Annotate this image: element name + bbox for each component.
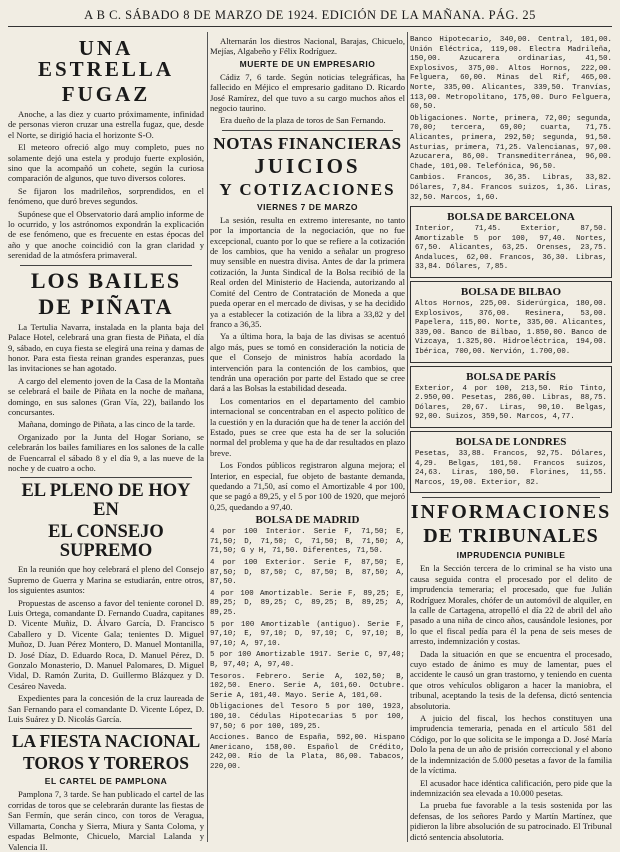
quote-block: 5 por 100 Amortizable (antiguo). Serie F, 97,10; E, 97,10; D, 97,10; C, 97,10; B, 97,10; A, 97,10. xyxy=(210,620,405,648)
page-header: A B C. SÁBADO 8 DE MARZO DE 1924. EDICIÓN DE LA MAÑANA. PÁG. 25 xyxy=(8,4,612,27)
headline: DE TRIBUNALES xyxy=(423,525,599,548)
article-pleno-consejo xyxy=(8,482,204,724)
paragraph: Expedientes para la concesión de la cruz laureada de San Fernando para el comandante D. Vicente López, D. Luis Suárez y D. Nicolás García. xyxy=(8,693,204,725)
article-bolsa-madrid xyxy=(210,514,405,772)
headline: UNA ESTRELLA xyxy=(37,36,175,81)
quote-block: Tesoros. Febrero. Serie A, 102,50; B, 102,50. Enero. Serie A, 101,60. Octubre. Serie A, 101,40. Mayo. Serie A, 101,60. xyxy=(210,672,405,700)
article-estrella-fugaz xyxy=(8,38,204,261)
quote-block: 4 por 100 Amortizable. Serie F, 89,25; E, 89,25; D, 89,25; C, 89,25; B, 89,25; A, 89,25. xyxy=(210,589,405,617)
paragraph: En la Sección tercera de lo criminal se ha visto una causa seguida contra el procesado por el delito de imprudencia temeraria; el procesado, que fue Julián Rodríguez Morales, chófer de un automóvil de alquiler, en la calle de Cartagena, atropelló el día 22 de abril del año pasado a una niña de cinco años, causándole lesiones, por lo que el fiscal pedía para él la pena de seis meses de arresto, indemnización y costas. xyxy=(410,563,612,647)
paragraph: Alternarán los diestros Nacional, Barajas, Chicuelo, Mejías, Algabeño y Félix Rodríguez. xyxy=(210,36,405,57)
separator xyxy=(20,728,192,729)
subheadline: BOLSA DE MADRID xyxy=(255,514,360,527)
headline: EL CONSEJO SUPREMO xyxy=(48,522,164,561)
quote-block: 4 por 100 Exterior. Serie F, 87,50; E, 87,50; D, 87,50; C, 87,50; B, 87,50; A, 87,50. xyxy=(210,559,405,587)
headline: NOTAS FINANCIERAS xyxy=(213,133,402,153)
paragraph: Mañana, domingo de Piñata, a las cinco de la tarde. xyxy=(18,419,196,430)
paragraph: Pamplona 7, 3 tarde. Se han publicado el cartel de las corridas de toros que se celebrarán durante las fiestas de San Fermín, que serán cinco, con toros de Veragua, Villamarta, Concha y Sierra, Miura y Santa Coloma, y espadas Belmonte, Chicuelo, Marcial Lalanda y Valencia II. xyxy=(8,789,204,852)
paragraph: Anoche, a las diez y cuarto próximamente, infinidad de personas vieron cruzar una estrella fugaz, que, desde el Norte, se dirigió hacia el horizonte S-O. xyxy=(8,109,204,140)
bolsa-londres-box xyxy=(410,431,612,493)
article-notas-financieras xyxy=(210,135,405,512)
newspaper-page xyxy=(8,4,612,852)
quote-block: Obligaciones del Tesoro 5 por 100, 1923, 100,10. Cédulas Hipotecarias 5 por 100, 97,50; 6 por 100, 109,25. xyxy=(210,703,405,731)
headline: JUICIOS xyxy=(254,153,361,178)
subheadline: EL CARTEL DE PAMPLONA xyxy=(44,776,168,787)
quote-block: 5 por 100 Amortizable 1917. Serie C, 97,40; B, 97,40; A, 97,40. xyxy=(210,651,405,669)
column-1 xyxy=(8,36,204,852)
quote-block: Pesetas, 33,88. Francos, 92,75. Dólares, 4,29. Belgas, 101,50. Francos suizos, 24,63. Liras, 100,50. Florines, 11,55. Marcos, 19,00. Exterior, 82. xyxy=(415,450,607,487)
column-3 xyxy=(410,36,612,842)
headline: DE PIÑATA xyxy=(38,293,174,319)
paragraph: En la reunión que hoy celebrará el pleno del Consejo Supremo de Guerra y Marina se estudiarán, entre otros, los siguientes asuntos: xyxy=(8,564,204,596)
quote-block: 4 por 100 Interior. Serie F, 71,50; E, 71,50; D, 71,50; C, 71,50; B, 71,50; A, 71,50; G y H, 71,50. Diferentes, 71,50. xyxy=(210,528,405,556)
paragraph: Los comentarios en el departamento del cambio internacional se concentraban en el aspecto político de la cuestión y en la duración que ha de tener la acción del Estado, pues se cree que esta ha de ser la solución normal del problema y que ha de dar resultados en plazo breve. xyxy=(210,395,405,458)
headline: INFORMACIONES xyxy=(410,501,612,524)
quote-block: Interior, 71,45. Exterior, 87,50. Amortizable 5 por 100, 97,40. Nortes, 67,50. Alicantes, 63,25. Orenses, 23,75. Andaluces, 62,00. Francos, 36,30. Libras, 33,84. Dólares, 7,85. xyxy=(415,225,607,272)
subheadline: BOLSA DE BARCELONA xyxy=(447,211,575,224)
column-rule xyxy=(407,32,408,842)
headline: TOROS Y TOREROS xyxy=(23,752,189,773)
headline: LA FIESTA NACIONAL xyxy=(11,731,201,752)
paragraph: El acusador hace idéntica calificación, pero pide que la indemnización sea elevada a 10.000 pesetas. xyxy=(410,777,612,798)
article-empresario xyxy=(210,59,405,126)
quote-block: Banco Hipotecario, 340,00. Central, 101,00. Unión Eléctrica, 119,00. Electra Madrileña, 150,00. Azucarera ordinarias, 41,50. Explosivos, 375,00. Altos Hornos, 222,00. Felguera, 60,00. Minas del Rif, 465,00. Norte, 335,00. Alicantes, 339,50. Tranvías, 113,00. Metropolitano, 175,00. Duro Felguera, 60,50. xyxy=(410,36,612,112)
paragraph: Cádiz 7, 6 tarde. Según noticias telegráficas, ha fallecido en Méjico el empresario gaditano D. Ricardo José Ramírez, del que tuvo a su cargo muchos años el negocio taurino. xyxy=(210,71,405,114)
headline: FUGAZ xyxy=(61,82,151,106)
article-fiesta-nacional xyxy=(8,733,204,851)
headline: LOS BAILES xyxy=(30,267,182,293)
subheadline: IMPRUDENCIA PUNIBLE xyxy=(456,550,566,561)
paragraph: La Tertulia Navarra, instalada en la planta baja del Palace Hotel, celebrará una gran fiesta de Piñata, el día 9, sábado, en cuya fiesta se elegirá una reina y damas de honor. Para esta fiesta reinan grandes esperanzas, pues las invitaciones se han agotado. xyxy=(8,321,204,374)
paragraph: Ya a última hora, la baja de las divisas se acentuó algo más, pues se tomó en consideración la noticia de que el Consejo de ministros había acordado la intervención para la contención de los cambios, que tendrán una operación por parte del Estado que se cree dará a las Bolsas la estabilidad deseada. xyxy=(210,331,405,394)
paragraph: Organizado por la Junta del Hogar Soriano, se celebrarán los bailes familiares en los salones de la calle de Fuencarral el sábado 8 y el día 9, a las nueve de la noche y de cuatro a ocho. xyxy=(8,431,204,473)
bolsa-bilbao-box xyxy=(410,281,612,363)
headline: EL PLENO DE HOY EN xyxy=(21,481,191,520)
paragraph: Se fijaron los madrileños, sorprendidos, en el fenómeno, que duró breves segundos. xyxy=(8,185,204,207)
separator xyxy=(20,477,192,478)
paragraph: Supónese que el Observatorio dará amplio informe de lo ocurrido, y los astrónomos expondrán la explicación de ese fenómeno, que es frecuente en estas épocas del año y que anoche coincidió con la gran claridad y serenidad de la atmósfera primaveral. xyxy=(8,208,204,261)
bolsa-paris-box xyxy=(410,366,612,428)
paragraph: La sesión, resulta en extremo interesante, no tanto por la importancia de la negociación, que no fue excepcional, cuanto por lo que se refiere a la cotización de los cambios, que ha venido a señalar un progreso muy sensible en nuestra divisa. Antes de dar la primera cotización, la Junta Sindical de la Bolsa recibió de la Real orden del Ministerio de Hacienda, autorizando al Comité del Centro de Contratación de Moneda a que pueda operar en el mercado de divisas, y se ha decidido ya a establecer la cotización de la libra a 33,82 y del franco a 36,35. xyxy=(210,214,405,329)
quote-block: Acciones. Banco de España, 592,00. Hispano Americano, 158,00. Español de Crédito, 242,00. Río de la Plata, 86,00. Tabacos, 220,00. xyxy=(210,734,405,771)
headline: Y COTIZACIONES xyxy=(219,179,396,199)
separator xyxy=(20,265,192,266)
column-2 xyxy=(210,36,405,842)
separator xyxy=(422,497,600,498)
paragraph: A cargo del elemento joven de la Casa de la Montaña se celebrará el baile de Piñata en la noche de mañana, domingo, en sus salones (Gran Vía, 22), bailando los concursantes. xyxy=(8,375,204,417)
quote-block: Cambios. Francos, 36,35. Libras, 33,82. Dólares, 7,84. Francos suizos, 1,36. Liras, 32,50. Marcos, 1,60. xyxy=(410,174,612,202)
column-rule xyxy=(207,32,208,842)
quote-block: Exterior, 4 por 100, 213,50. Río Tinto, 2.950,00. Pesetas, 286,00. Libras, 88,75. Dólares, 20,67. Liras, 90,10. Belgas, 92,00. Suizos, 359,50. Marcos, 4,77. xyxy=(415,384,607,422)
paragraph: La prueba fue favorable a la tesis sostenida por las defensas, de los señores Pardo y Martín Martínez, que pidieron la libre absolución de su patrocinado. El Tribunal dictó sentencia absolutoria. xyxy=(410,800,612,842)
article-bailes-pinata xyxy=(8,267,204,474)
paragraph: Era dueño de la plaza de toros de San Fernando. xyxy=(220,115,386,126)
subheadline: BOLSA DE LONDRES xyxy=(455,436,567,448)
dateline: VIERNES 7 DE MARZO xyxy=(256,201,359,212)
quote-block: Obligaciones. Norte, primera, 72,00; segunda, 70,00; tercera, 69,00; cuarta, 71,75. Alicantes, primera, 292,50; segunda, 91,50. Asturias, primera, 71,25. Valencianas, 97,00. Azucarera, 86,00. Transmediterránea, 96,00. Chade, 101,00. Telefónica, 96,50. xyxy=(410,114,612,171)
paragraph: El meteoro ofreció algo muy completo, pues no solamente dejó una estela y produjo fuerte explosión, sino que la acompañó un cohete, según la curiosa comparación de algunos, que tuvo diversos colores. xyxy=(8,142,204,184)
paragraph: Los Fondos públicos registraron alguna mejora; el Interior, en especial, fue objeto de bastante demanda, quedando a 71,50, así como el Amortizable 4 por 100, que se pagó a 89,25, y el 5 por 100 de 1920, que mejoró 0,25, quedando a 97,40. xyxy=(210,460,405,512)
subheadline: BOLSA DE PARÍS xyxy=(466,370,556,383)
bolsa-barcelona-box xyxy=(410,206,612,278)
subheadline: BOLSA DE BILBAO xyxy=(460,286,562,299)
subheadline: MUERTE DE UN EMPRESARIO xyxy=(239,58,376,69)
paragraph: A juicio del fiscal, los hechos constituyen una imprudencia temeraria, penada en el artículo 581 del Código, por lo que solicita se le imponga a D. José María Dolo la pena de un año de prisión correccional y el abono de la indemnización de 5.000 pesetas a favor de la familia de la víctima. xyxy=(410,713,612,776)
paragraph: Dada la situación en que se encuentra el procesado, cuyo estado de ánimo es muy de lamentar, pues el accidente le causó un gran trastorno, y teniendo en cuenta que otros vehículos obligaron a hacer la maniobra, el tribunal, aceptando la tesis de la defensa, dictó sentencia absolutoria. xyxy=(410,648,612,711)
quote-block: Altos Hornos, 225,00. Siderúrgica, 180,00. Explosivos, 376,00. Resinera, 53,00. Papelera, 115,00. Norte, 335,00. Alicantes, 339,00. Banco de Bilbao, 1.850,00. Banco de Vizcaya, 1.325,00. Hidroeléctrica, 194,00. Ibérica, 700,00. Nervión, 1.700,00. xyxy=(415,300,607,357)
paragraph: Propuestas de ascenso a favor del teniente coronel D. Luis Ortega, comandante D. Fernando Cuadra, capitanes D. Vicente Muñiz, D. Álvaro García, D. Francisco Caballero y D. Vicente Gala; tenientes D. Miguel Muñoz, D. Juan Pérez Montero, D. Manuel Montanilla, D. José Díaz, D. Eduardo Roca, D. Manuel Pérez, D. Gonzalo Monasterio, D. Manuel Palomares, D. Miguel Vidal, D. Ramón Zurita, D. Guillermo Blázquez y D. Cesáreo Naveda. xyxy=(8,597,204,691)
separator xyxy=(222,130,393,131)
article-informaciones-tribunales xyxy=(410,502,612,842)
